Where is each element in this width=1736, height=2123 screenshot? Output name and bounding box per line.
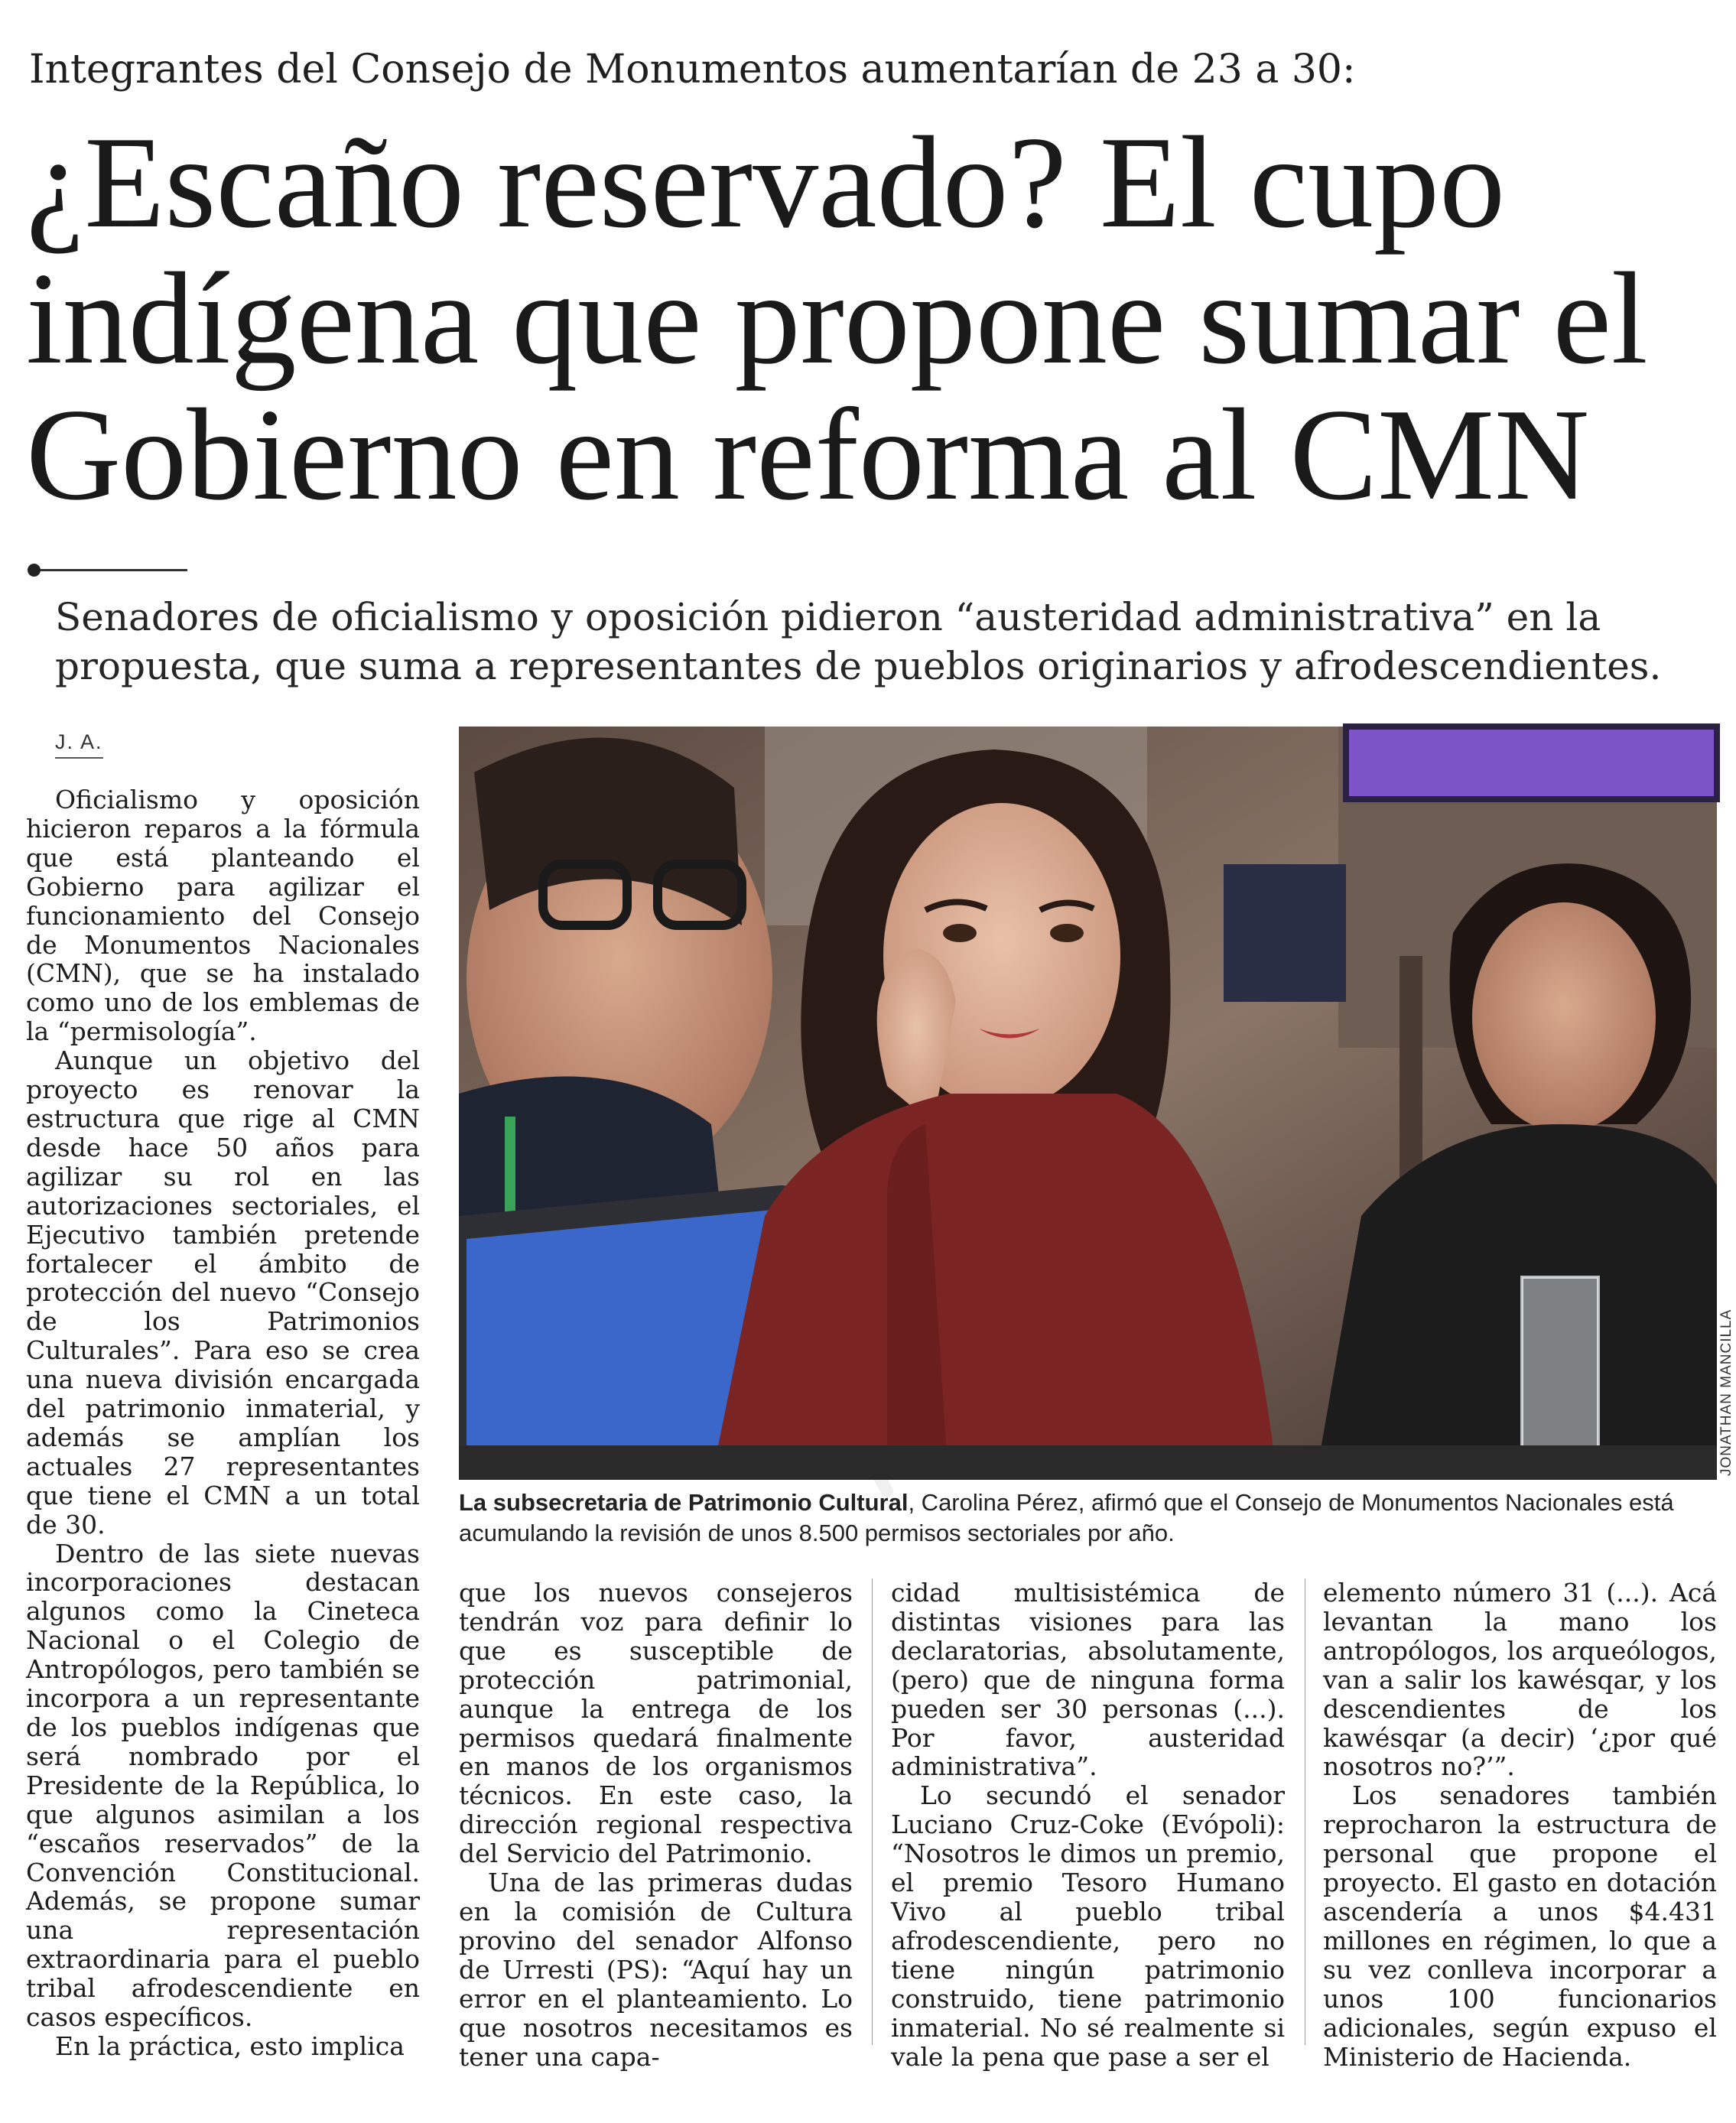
caption-bold: La subsecretaria de Patrimonio Cultural: [459, 1489, 909, 1516]
paragraph: Dentro de las siete nuevas incorporaciones destacan algunos como la Cineteca Nacional o el Colegio de Antropólogos, pero también se incorpora a un representante de los pueblos indígenas que será nombrado por el Presidente de la República, lo que algunos asimilan a los “escaños reservados” de la Convención Constitucional. Además, se propone sumar una representación extraordinaria para el pueblo tribal afrodescendiente en casos específicos.: [26, 1538, 420, 2033]
paragraph: Los senadores también reprocharon la estructura de personal que propone el proyecto. El gasto en dotación ascendería a unos $4.431 millones en régimen, lo que a su vez conlleva incorporar a unos 100 funcionarios adicionales, según expuso el Ministerio de Hacienda.: [1323, 1780, 1717, 2072]
body-column-3: [891, 1578, 1285, 2072]
column-rule: [872, 1578, 873, 2045]
decorative-rule: [31, 569, 187, 571]
news-photo: [459, 727, 1717, 1480]
photo-credit: JONATHAN MANCILLA: [1718, 1309, 1734, 1476]
paragraph: elemento número 31 (...). Acá levantan la mano los antropólogos, los arqueólogos, van a salir los kawésqar, y los descendientes de los kawésqar (a decir) ‘¿por qué nosotros no?’”.: [1323, 1578, 1717, 1782]
decorative-dot: [28, 564, 41, 577]
headline-line-1: ¿Escaño reservado? El cupo: [26, 110, 1506, 255]
paragraph: cidad multisistémica de distintas visiones para las declaratorias, absolutamente, (pero) que de ninguna forma pueden ser 30 personas (...). Por favor, austeridad administrativa”.: [891, 1578, 1285, 1782]
body-column-1: [26, 785, 420, 2061]
byline: J. A.: [55, 730, 103, 759]
body-column-4: [1323, 1578, 1717, 2072]
paragraph: Oficialismo y oposición hicieron reparos a la fórmula que está planteando el Gobierno para agilizar el funcionamiento del Consejo de Monumentos Nacionales (CMN), que se ha instalado como uno de los emblemas de la “permisología”.: [26, 785, 420, 1047]
body-column-2: [459, 1578, 853, 2072]
headline-line-3: Gobierno en reforma al CMN: [26, 382, 1590, 528]
paragraph: que los nuevos consejeros tendrán voz para definir lo que es susceptible de protección patrimonial, aunque la entrega de los permisos quedará finalmente en manos de los organismos técnicos. En este caso, la dirección regional respectiva del Servicio del Patrimonio.: [459, 1578, 853, 1869]
photo-illustration: [459, 727, 1717, 1480]
headline: [26, 110, 1724, 528]
caption-text: , Carolina Pérez, afirmó que el Consejo de Monumentos Nacionales está acumulando la revisión de unos 8.500 permisos sectoriales por año.: [459, 1489, 1674, 1546]
paragraph: Aunque un objetivo del proyecto es renovar la estructura que rige al CMN desde hace 50 años para agilizar su rol en las autorizaciones sectoriales, el Ejecutivo también pretende fortalecer el ámbito de protección del nuevo “Consejo de los Patrimonios Culturales”. Para eso se crea una nueva división encargada del patrimonio inmaterial, y además se amplían los actuales 27 representantes que tiene el CMN a un total de 30.: [26, 1045, 420, 1539]
kicker: Integrantes del Consejo de Monumentos aumentarían de 23 a 30:: [29, 47, 1356, 93]
deck-subtitle: Senadores de oficialismo y oposición pidieron “austeridad administrativa” en la propuesta, que suma a representantes de pueblos originarios y afrodescendientes.: [55, 595, 1662, 688]
paragraph: En la práctica, esto implica: [55, 2030, 405, 2061]
paragraph: Lo secundó el senador Luciano Cruz-Coke (Evópoli): “Nosotros le dimos un premio, el premio Tesoro Humano Vivo al pueblo tribal afrodescendiente, pero no tiene ningún patrimonio construido, tiene patrimonio inmaterial. No sé realmente si vale la pena que pase a ser el: [891, 1780, 1285, 2072]
headline-line-2: indígena que propone sumar el: [26, 246, 1648, 392]
photo-caption: [459, 1487, 1721, 1549]
paragraph: Una de las primeras dudas en la comisión de Cultura provino del senador Alfonso de Urresti (PS): “Aquí hay un error en el planteamiento. Lo que nosotros necesitamos es tener una capa-: [459, 1868, 853, 2072]
